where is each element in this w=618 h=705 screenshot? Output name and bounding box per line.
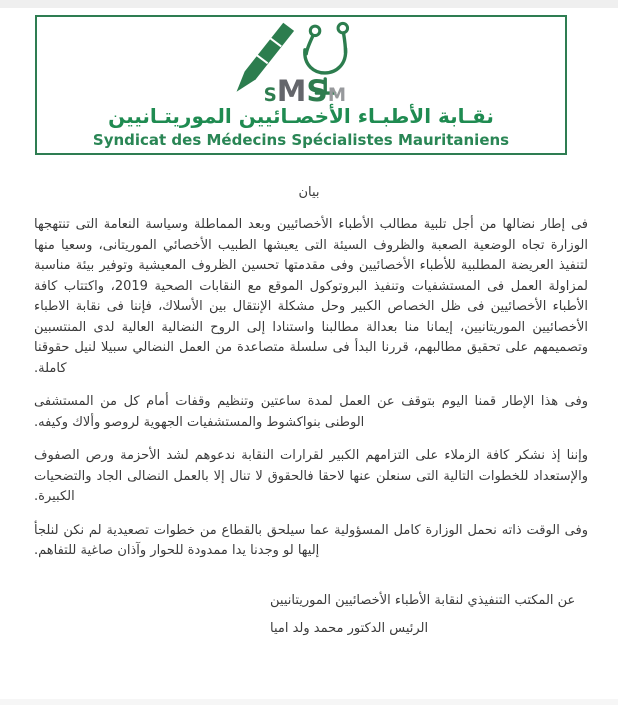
letterhead-box: [35, 15, 567, 155]
statement-body: [0, 215, 618, 562]
logo-letters: SMSM: [263, 74, 347, 108]
union-name-arabic: نقـابة الأطبـاء الأخصـائيين الموريتـانيين: [108, 104, 494, 128]
statement-paragraph: وفى هذا الإطار قمنا اليوم بتوقف عن العمل لمدة ساعتين وتنظيم وقفات أمام كل من المستشفى الوطنى بنواكشوط والمستشفيات الجهوية لروصو وألاك وكيفه.: [34, 394, 588, 430]
union-name-french: Syndicat des Médecins Spécialistes Mauritaniens: [92, 131, 510, 149]
signature-block: [270, 587, 588, 643]
signatory-line: الرئيس الدكتور محمد ولد اميا: [270, 620, 429, 636]
statement-paragraph: وفى الوقت ذاته نحمل الوزارة كامل المسؤولية عما سيلحق بالقطاع من خطوات تصعيدية لم نكن لنلجأ إليها لو وجدنا يدا ممدودة للحوار وآذان صاغية للتفاهم.: [34, 522, 588, 558]
scan-edge-top: [0, 0, 618, 8]
statement-paragraph: وإننا إذ نشكر كافة الزملاء على التزامهم الكبير لقرارات النقابة ندعوهم لشد الأحزمة ورص الصفوف والإستعداد للخطوات التالية التى سنعلن عنها لاحقا فالحقوق لا تنال إلا بالعمل النضالى الجاد والتضحيات الكبيرة.: [34, 448, 588, 504]
issued-by-line: عن المكتب التنفيذي لنقابة الأطباء الأخصائيين الموريتانيين: [270, 592, 576, 608]
statement-paragraph: فى إطار نضالها من أجل تلبية مطالب الأطباء الأخصائيين وبعد المماطلة وسياسة النعامة التى تنتهجها الوزارة تجاه الوضعية الصعبة والظروف السيئة التى يعيشها الطبيب الأخصائي الموريتانى، وسعيا منها لتنفيذ العريضة المطلبية للأطباء الأخصائيين وفى مقدمتها تحسين الظروف المعيشية وتوفير بيئة مناسبة لمزاولة العمل فى المستشفيات وتنفيذ البروتوكول الموقع مع النقابات الصحية 2019، واكتتاب كافة الأطباء الأخصائيين فى ظل الخصاص الكبير وحل مشكلة الإنتقال بين الأسلاك، فإننا فى نقابة الاطباء الأخصائيين الموريتانيين، إيمانا منا بعدالة مطالبنا واستنادا إلى الروح النضالية العالية لدى المنتسبين وتصميمهم على تحقيق مطالبهم، قررنا البدأ فى سلسلة متصاعدة من العمل النضالي سبيلا لنيل حقوقنا كاملة.: [34, 217, 588, 376]
scan-edge-bottom: [0, 699, 618, 705]
smsm-logo: [223, 20, 379, 108]
statement-title: بيان: [298, 185, 320, 200]
